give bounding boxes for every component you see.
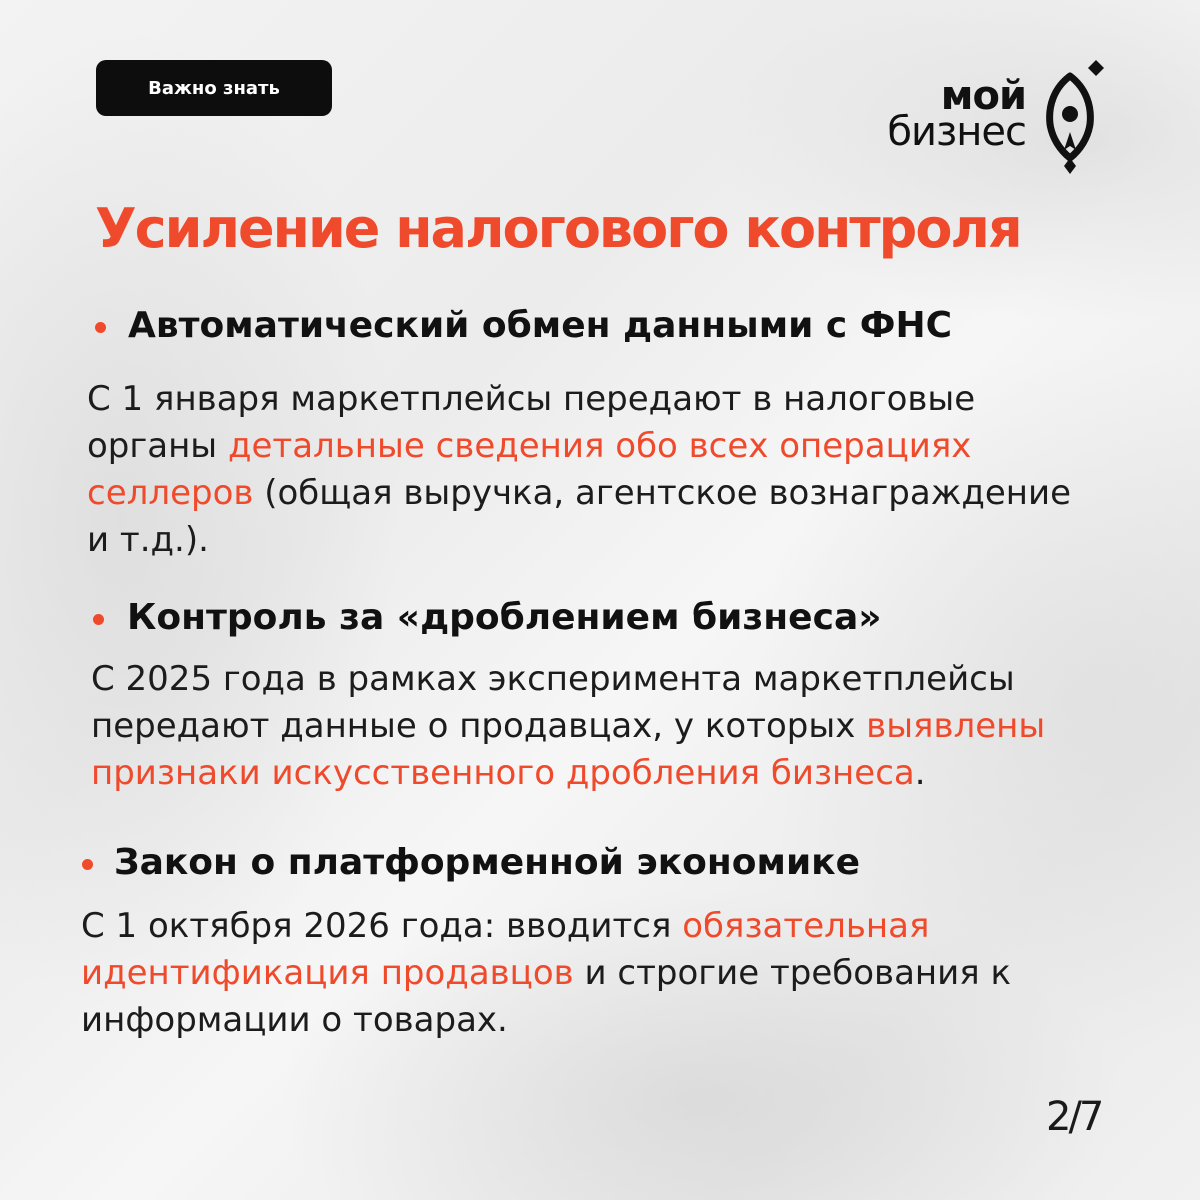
body-text: С 2025 года в рамках эксперимента маркетплейсы передают данные о продавцах, у которых xyxy=(91,659,1015,746)
section-heading-wrap xyxy=(0,838,1160,888)
rocket-pin-icon xyxy=(1040,58,1110,174)
section-business-splitting xyxy=(0,593,1160,797)
section-heading: Контроль за «дроблением бизнеса» xyxy=(127,597,882,638)
brand-logo xyxy=(860,58,1110,174)
important-tag xyxy=(96,60,332,116)
logo-text-line2: бизнес xyxy=(887,109,1026,155)
body-text-after: . xyxy=(914,753,926,793)
page-title: Усиление налогового контроля xyxy=(95,197,1021,260)
section-heading-wrap xyxy=(0,593,1160,643)
body-text: С 1 октября 2026 года: вводится xyxy=(81,906,683,946)
section-platform-economy xyxy=(0,838,1160,1044)
page-counter: 2/7 xyxy=(1046,1094,1102,1140)
important-tag-label: Важно знать xyxy=(148,77,280,99)
bullet-dot xyxy=(82,859,93,870)
body-text-after: и строгие требования к информации о товарах. xyxy=(81,953,1012,1040)
logo-text-line1: мой xyxy=(940,73,1026,119)
body-text: С 1 января маркетплейсы передают в налоговые органы xyxy=(87,379,976,466)
body-highlight: выявлены признаки искусственного дробления бизнеса xyxy=(91,706,1046,793)
section-body xyxy=(91,656,1161,797)
section-heading: Автоматический обмен данными с ФНС xyxy=(128,305,953,346)
body-highlight: обязательная идентификация продавцов xyxy=(81,906,930,993)
bullet-dot xyxy=(95,322,106,333)
section-heading: Закон о платформенной экономике xyxy=(114,842,861,883)
section-body xyxy=(87,376,1087,564)
section-heading-wrap xyxy=(0,301,1160,351)
body-highlight: детальные сведения обо всех операциях селлеров xyxy=(87,426,972,513)
section-body xyxy=(81,903,1101,1044)
body-text-after: (общая выручка, агентское вознаграждение и т.д.). xyxy=(87,473,1072,560)
section-fns-exchange xyxy=(0,301,1160,564)
bullet-dot xyxy=(93,614,104,625)
